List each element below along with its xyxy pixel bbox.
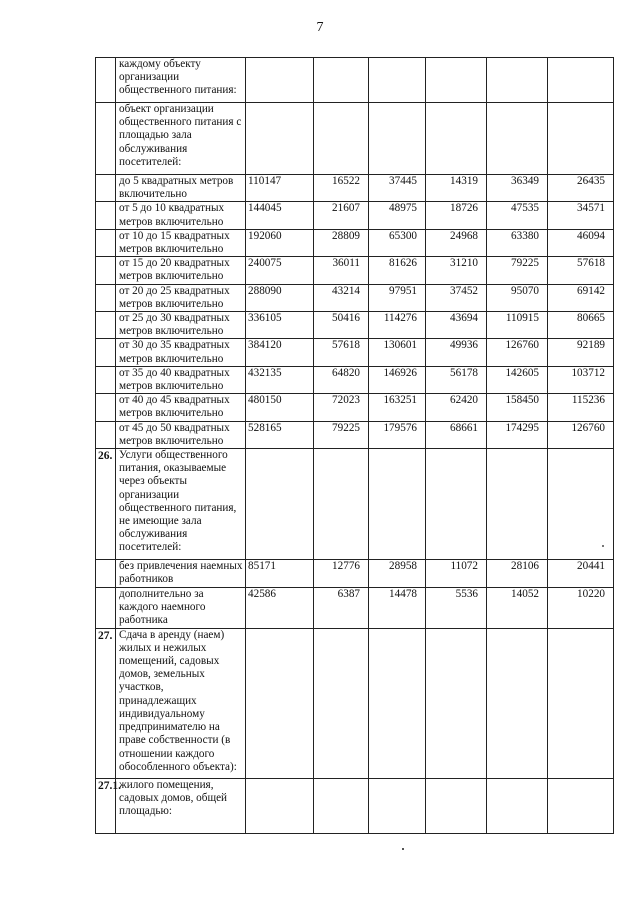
row-description: от 35 до 40 квадратных метров включительно	[116, 366, 246, 393]
row-index	[96, 103, 116, 175]
table-body	[96, 58, 614, 834]
value-cell: 146926	[369, 366, 426, 393]
value-cell: 37445	[369, 175, 426, 202]
value-cell: 163251	[369, 394, 426, 421]
value-cell: 10220	[548, 588, 614, 629]
row-description: от 10 до 15 квадратных метров включительно	[116, 229, 246, 256]
value-cell: 28958	[369, 560, 426, 588]
value-cell: 42586	[246, 588, 314, 629]
value-cell: 56178	[426, 366, 487, 393]
value-cell	[426, 103, 487, 175]
page-number: 7	[316, 20, 324, 35]
value-cell: 28809	[314, 229, 369, 256]
value-cell: 432135	[246, 366, 314, 393]
value-cell	[369, 58, 426, 103]
table-row	[96, 628, 614, 778]
value-cell: 36349	[487, 175, 548, 202]
row-description: от 15 до 20 квадратных метров включительно	[116, 257, 246, 284]
row-description: от 40 до 45 квадратных метров включительно	[116, 394, 246, 421]
value-cell: 57618	[314, 339, 369, 366]
value-cell: 64820	[314, 366, 369, 393]
value-cell: 57618	[548, 257, 614, 284]
table-row	[96, 58, 614, 103]
value-cell: 12776	[314, 560, 369, 588]
value-cell: 192060	[246, 229, 314, 256]
value-cell	[246, 449, 314, 560]
row-description: от 45 до 50 квадратных метров включительно	[116, 421, 246, 448]
row-index	[96, 58, 116, 103]
value-cell	[314, 778, 369, 833]
row-index	[96, 421, 116, 448]
row-index	[96, 175, 116, 202]
value-cell: 480150	[246, 394, 314, 421]
value-cell	[246, 778, 314, 833]
value-cell: 62420	[426, 394, 487, 421]
value-cell: 18726	[426, 202, 487, 229]
value-cell	[369, 449, 426, 560]
value-cell: 126760	[487, 339, 548, 366]
value-cell: 288090	[246, 284, 314, 311]
row-description: от 25 до 30 квадратных метров включительно	[116, 312, 246, 339]
value-cell	[426, 628, 487, 778]
value-cell	[426, 778, 487, 833]
row-index	[96, 312, 116, 339]
value-cell	[548, 778, 614, 833]
value-cell	[487, 628, 548, 778]
value-cell: 142605	[487, 366, 548, 393]
value-cell	[487, 778, 548, 833]
value-cell: 81626	[369, 257, 426, 284]
value-cell: 72023	[314, 394, 369, 421]
value-cell: 16522	[314, 175, 369, 202]
value-cell: 115236	[548, 394, 614, 421]
value-cell	[548, 58, 614, 103]
table-row	[96, 339, 614, 366]
value-cell: 5536	[426, 588, 487, 629]
value-cell: 21607	[314, 202, 369, 229]
row-description: объект организации общественного питания с площадью зала обслуживания посетителей:	[116, 103, 246, 175]
value-cell	[246, 103, 314, 175]
value-cell	[487, 103, 548, 175]
value-cell: 46094	[548, 229, 614, 256]
row-index	[96, 339, 116, 366]
row-index	[96, 229, 116, 256]
value-cell: 97951	[369, 284, 426, 311]
row-index	[96, 560, 116, 588]
value-cell	[369, 103, 426, 175]
row-description: Сдача в аренду (наем) жилых и нежилых помещений, садовых домов, земельных участков, принадлежащих индивидуальному предпринимателю на праве собственности (в отношении каждого обособленного объекта):	[116, 628, 246, 778]
value-cell: 92189	[548, 339, 614, 366]
row-index	[96, 394, 116, 421]
value-cell: 36011	[314, 257, 369, 284]
table-row	[96, 284, 614, 311]
row-index: 27.1.	[96, 778, 116, 833]
value-cell: 20441	[548, 560, 614, 588]
value-cell: 34571	[548, 202, 614, 229]
row-description: жилого помещения, садовых домов, общей площадью:	[116, 778, 246, 833]
value-cell: 69142	[548, 284, 614, 311]
value-cell: 26435	[548, 175, 614, 202]
table-row	[96, 560, 614, 588]
value-cell: 65300	[369, 229, 426, 256]
value-cell: 47535	[487, 202, 548, 229]
row-index	[96, 257, 116, 284]
value-cell: 336105	[246, 312, 314, 339]
value-cell: 43694	[426, 312, 487, 339]
value-cell: 95070	[487, 284, 548, 311]
row-description: до 5 квадратных метров включительно	[116, 175, 246, 202]
row-description: Услуги общественного питания, оказываемые через объекты организации общественного питания, не имеющие зала обслуживания посетителей:	[116, 449, 246, 560]
value-cell: 68661	[426, 421, 487, 448]
value-cell	[426, 58, 487, 103]
row-description: от 5 до 10 квадратных метров включительно	[116, 202, 246, 229]
table-row	[96, 394, 614, 421]
value-cell: 50416	[314, 312, 369, 339]
value-cell: 79225	[487, 257, 548, 284]
table-row	[96, 421, 614, 448]
value-cell: 158450	[487, 394, 548, 421]
row-index	[96, 202, 116, 229]
row-index	[96, 284, 116, 311]
tariff-table	[95, 57, 614, 834]
table-row	[96, 588, 614, 629]
value-cell: 37452	[426, 284, 487, 311]
table-row	[96, 202, 614, 229]
value-cell	[314, 628, 369, 778]
row-description: от 30 до 35 квадратных метров включительно	[116, 339, 246, 366]
value-cell	[548, 628, 614, 778]
table-row	[96, 778, 614, 833]
value-cell	[548, 449, 614, 560]
value-cell: 384120	[246, 339, 314, 366]
value-cell: 174295	[487, 421, 548, 448]
value-cell	[314, 449, 369, 560]
value-cell	[426, 449, 487, 560]
value-cell	[314, 58, 369, 103]
row-description: каждому объекту организации общественного питания:	[116, 58, 246, 103]
value-cell: 24968	[426, 229, 487, 256]
table-row	[96, 103, 614, 175]
value-cell	[487, 449, 548, 560]
value-cell: 110147	[246, 175, 314, 202]
value-cell: 49936	[426, 339, 487, 366]
row-index: 26.	[96, 449, 116, 560]
row-description: от 20 до 25 квадратных метров включительно	[116, 284, 246, 311]
value-cell: 28106	[487, 560, 548, 588]
value-cell: 79225	[314, 421, 369, 448]
row-index	[96, 588, 116, 629]
row-description: без привлечения наемных работников	[116, 560, 246, 588]
value-cell	[369, 778, 426, 833]
value-cell	[314, 103, 369, 175]
value-cell: 14478	[369, 588, 426, 629]
value-cell: 126760	[548, 421, 614, 448]
row-description: дополнительно за каждого наемного работника	[116, 588, 246, 629]
value-cell	[487, 58, 548, 103]
scan-dot	[602, 545, 604, 547]
value-cell: 114276	[369, 312, 426, 339]
value-cell: 130601	[369, 339, 426, 366]
table-row	[96, 449, 614, 560]
value-cell	[369, 628, 426, 778]
value-cell	[246, 58, 314, 103]
value-cell: 11072	[426, 560, 487, 588]
table-row	[96, 175, 614, 202]
value-cell	[548, 103, 614, 175]
value-cell: 14319	[426, 175, 487, 202]
value-cell: 240075	[246, 257, 314, 284]
value-cell: 31210	[426, 257, 487, 284]
scan-dot	[402, 848, 404, 850]
value-cell: 110915	[487, 312, 548, 339]
row-index	[96, 366, 116, 393]
value-cell: 179576	[369, 421, 426, 448]
value-cell: 85171	[246, 560, 314, 588]
value-cell	[246, 628, 314, 778]
value-cell: 63380	[487, 229, 548, 256]
value-cell: 144045	[246, 202, 314, 229]
value-cell: 80665	[548, 312, 614, 339]
value-cell: 48975	[369, 202, 426, 229]
value-cell: 528165	[246, 421, 314, 448]
value-cell: 103712	[548, 366, 614, 393]
table-row	[96, 257, 614, 284]
value-cell: 43214	[314, 284, 369, 311]
table-row	[96, 229, 614, 256]
table-row	[96, 312, 614, 339]
row-index: 27.	[96, 628, 116, 778]
value-cell: 14052	[487, 588, 548, 629]
value-cell: 6387	[314, 588, 369, 629]
table-row	[96, 366, 614, 393]
